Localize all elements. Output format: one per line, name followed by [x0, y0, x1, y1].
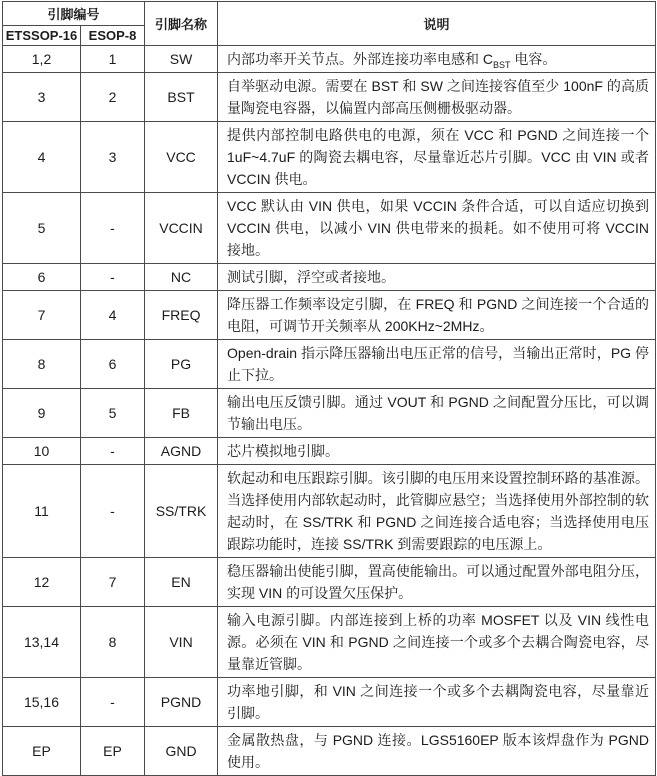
pin-name-cell: VIN [145, 607, 218, 678]
pin-description-cell: VCC 默认由 VIN 供电，如果 VCCIN 条件合适，可以自适应切换到 VCCIN 供电，以减小 VIN 供电带来的损耗。如不使用可将 VCCIN 接地。 [218, 193, 656, 264]
pin-etssop16-cell: 5 [3, 193, 81, 264]
pin-etssop16-cell: 7 [3, 291, 81, 340]
pin-esop8-cell: 6 [81, 340, 145, 389]
pin-description-cell: 自举驱动电源。需要在 BST 和 SW 之间连接容值至少 100nF 的高质量陶瓷电容器，以偏置内部高压侧栅极驱动器。 [218, 73, 656, 122]
pin-esop8-cell: 5 [81, 389, 145, 438]
pin-esop8-cell: - [81, 193, 145, 264]
pin-etssop16-cell: 10 [3, 438, 81, 465]
pin-name-cell: PG [145, 340, 218, 389]
header-pin-name: 引脚名称 [145, 2, 218, 46]
pin-table-body [3, 46, 656, 776]
table-row [3, 727, 656, 776]
table-row [3, 438, 656, 465]
pin-esop8-cell: 2 [81, 73, 145, 122]
pin-esop8-cell: - [81, 264, 145, 291]
table-row [3, 46, 656, 73]
table-row [3, 465, 656, 558]
pin-etssop16-cell: 1,2 [3, 46, 81, 73]
pin-description-cell: 提供内部控制电路供电的电源，须在 VCC 和 PGND 之间连接一个 1uF~4.7uF 的陶瓷去耦电容，尽量靠近芯片引脚。VCC 由 VIN 或者 VCCIN 供电。 [218, 122, 656, 193]
pin-name-cell: VCC [145, 122, 218, 193]
table-row [3, 291, 656, 340]
header-esop8-column: ESOP-8 [81, 26, 145, 46]
pin-name-cell: FREQ [145, 291, 218, 340]
pin-name-cell: FB [145, 389, 218, 438]
table-row [3, 73, 656, 122]
pin-name-cell: NC [145, 264, 218, 291]
pin-description-cell: 芯片模拟地引脚。 [218, 438, 656, 465]
pin-description-cell: 功率地引脚，和 VIN 之间连接一个或多个去耦陶瓷电容，尽量靠近引脚。 [218, 678, 656, 727]
pin-esop8-cell: 7 [81, 558, 145, 607]
pin-etssop16-cell: 4 [3, 122, 81, 193]
pin-description-cell: 测试引脚，浮空或者接地。 [218, 264, 656, 291]
pin-table-header [3, 2, 656, 46]
pin-etssop16-cell: 6 [3, 264, 81, 291]
pin-description-cell: 内部功率开关节点。外部连接功率电感和 $C_{BST}$ 电容。 [218, 46, 656, 73]
header-row-group [3, 2, 656, 26]
pin-etssop16-cell: EP [3, 727, 81, 776]
table-row [3, 607, 656, 678]
pin-description-cell: 稳压器输出使能引脚，置高使能输出。可以通过配置外部电阻分压，实现 VIN 的可设置欠压保护。 [218, 558, 656, 607]
pin-name-cell: GND [145, 727, 218, 776]
pin-esop8-cell: 3 [81, 122, 145, 193]
subscript-text: BST [493, 59, 511, 70]
pin-description-cell: Open-drain 指示降压器输出电压正常的信号，当输出正常时，PG 停止下拉。 [218, 340, 656, 389]
pin-etssop16-cell: 9 [3, 389, 81, 438]
header-pin-number: 引脚编号 [3, 2, 145, 26]
pin-description-cell: 降压器工作频率设定引脚，在 FREQ 和 PGND 之间连接一个合适的电阻，可调节开关频率从 200KHz~2MHz。 [218, 291, 656, 340]
pin-etssop16-cell: 15,16 [3, 678, 81, 727]
header-etssop16-column: ETSSOP-16 [3, 26, 81, 46]
pin-description-cell: 金属散热盘，与 PGND 连接。LGS5160EP 版本该焊盘作为 PGND 使用。 [218, 727, 656, 776]
table-row [3, 389, 656, 438]
pin-description-cell: 输入电源引脚。内部连接到上桥的功率 MOSFET 以及 VIN 线性电源。必须在 VIN 和 PGND 之间连接一个或多个去耦合陶瓷电容，尽量靠近管脚。 [218, 607, 656, 678]
pin-esop8-cell: 4 [81, 291, 145, 340]
pin-esop8-cell: EP [81, 727, 145, 776]
table-row [3, 122, 656, 193]
pin-esop8-cell: 1 [81, 46, 145, 73]
pin-description-cell: 软起动和电压跟踪引脚。该引脚的电压用来设置控制环路的基准源。当选择使用内部软起动时，此管脚应悬空；当选择使用外部控制的软起动时，在 SS/TRK 和 PGND 之间连接合适电容；当选择使用电压跟踪功能时，连接 SS/TRK 到需要跟踪的电压源上。 [218, 465, 656, 558]
table-row [3, 678, 656, 727]
pin-etssop16-cell: 3 [3, 73, 81, 122]
pin-etssop16-cell: 12 [3, 558, 81, 607]
pin-esop8-cell: 8 [81, 607, 145, 678]
pin-esop8-cell: - [81, 678, 145, 727]
table-row [3, 340, 656, 389]
pin-name-cell: AGND [145, 438, 218, 465]
pin-name-cell: VCCIN [145, 193, 218, 264]
pin-esop8-cell: - [81, 438, 145, 465]
pin-name-cell: PGND [145, 678, 218, 727]
table-row [3, 558, 656, 607]
pin-name-cell: SS/TRK [145, 465, 218, 558]
pin-etssop16-cell: 13,14 [3, 607, 81, 678]
pin-name-cell: SW [145, 46, 218, 73]
table-row [3, 264, 656, 291]
table-row [3, 193, 656, 264]
pin-etssop16-cell: 8 [3, 340, 81, 389]
header-description: 说明 [218, 2, 656, 46]
pin-etssop16-cell: 11 [3, 465, 81, 558]
pin-name-cell: EN [145, 558, 218, 607]
pin-esop8-cell: - [81, 465, 145, 558]
pin-description-table [2, 1, 656, 776]
pin-name-cell: BST [145, 73, 218, 122]
pin-description-cell: 输出电压反馈引脚。通过 VOUT 和 PGND 之间配置分压比，可以调节输出电压。 [218, 389, 656, 438]
